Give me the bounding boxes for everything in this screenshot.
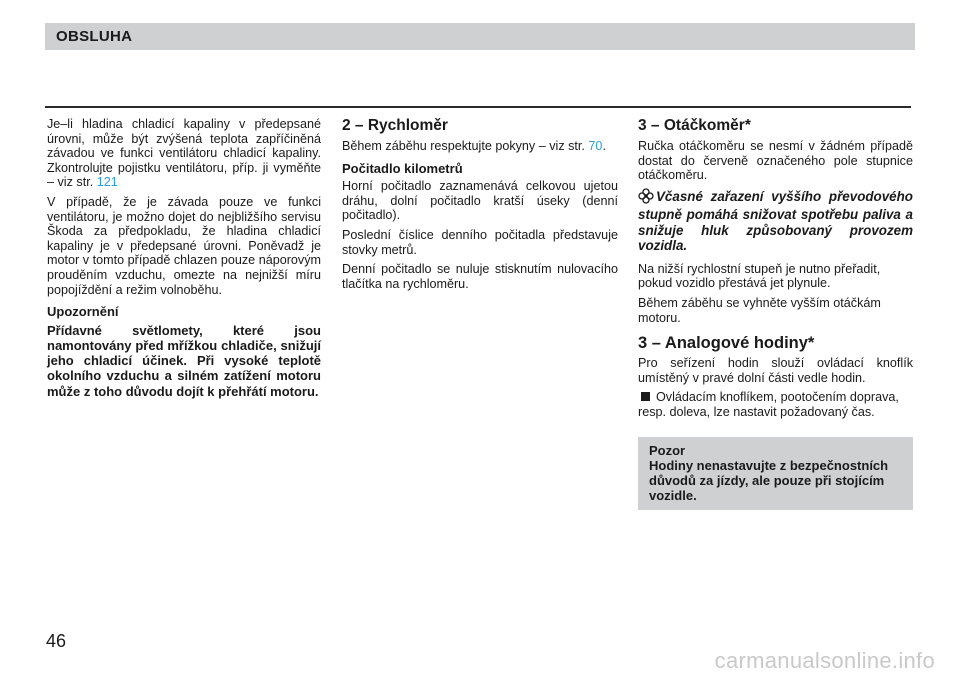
paragraph-break-in: [342, 139, 618, 154]
paragraph-break-in-rpm: Během záběhu se vyhněte vyšším otáčkám motoru.: [638, 295, 881, 325]
paragraph-end: .: [602, 139, 606, 153]
page-link-70[interactable]: 70: [588, 139, 603, 153]
paragraph-text: Ovládacím knoflíkem, pootočením doprava, resp. doleva, lze nastavit požadovaný čas.: [638, 390, 899, 419]
page-number: 46: [46, 631, 67, 651]
square-bullet-icon: [641, 392, 650, 401]
watermark: carmanualsonline.info: [714, 648, 935, 673]
divider-line: [45, 106, 911, 108]
paragraph-red-zone: Ručka otáčkoměru se nesmí v žádném případě dostat do červeně označeného pole stupnice otáčkoměru.: [638, 139, 913, 183]
eco-note: [638, 188, 913, 254]
caution-text: Hodiny nenastavujte z bezpečnostních důvodů za jízdy, ale pouze při stojícím vozidle.: [649, 458, 889, 503]
caution-box: [638, 437, 913, 510]
paragraph-text: Během záběhu respektujte pokyny – viz str.: [342, 139, 589, 153]
caution-title: Pozor: [649, 443, 686, 458]
paragraph-fan-failure: V případě, že je závada pouze ve funkci ventilátoru, je možno dojet do nejbližšího servisu Škoda za předpokladu, že hladina chladicí kapaliny je v předepsané úrovni. Poněvadž je motor v tomto případě chlazen pouze náporovým prouděním vzduchu, omezte na nejnižší míru popojíždění a režim volnoběhu.: [47, 194, 321, 297]
page-link-121[interactable]: 121: [96, 175, 118, 190]
section-header: [45, 23, 915, 50]
paragraph-fan-check: [47, 117, 321, 190]
flower-icon: [638, 188, 656, 208]
paragraph-text: Je–li hladina chladicí kapaliny v předepsané úrovni, může být zvýšená teplota zapříčiněná závadou ve funkci ventilátoru chladicí kapaliny. Zkontrolujte pojistku ventilátoru, příp. ji vyměňte – viz str.: [47, 117, 321, 190]
warning-heading: Upozornění: [47, 304, 119, 320]
heading-speedometer: 2 – Rychloměr: [342, 117, 448, 134]
column-middle: [342, 117, 618, 296]
section-title: OBSLUHA: [56, 28, 133, 45]
warning-text: Přídavné světlomety, které jsou namontovány před mřížkou chladiče, snižují jeho chladicí účinek. Při vysoké teplotě okolního vzduchu a silném zatížení motoru může z toho důvodu dojít k přehřátí motoru.: [47, 322, 321, 399]
paragraph-odometer: Horní počitadlo zaznamenává celkovou ujetou dráhu, dolní počitadlo kratší úseky (denní počitadlo).: [342, 179, 618, 223]
paragraph-downshift: Na nižší rychlostní stupeň je nutno přeřadit, pokud vozidlo přestává jet plynule.: [638, 261, 881, 291]
heading-tachometer: 3 – Otáčkoměr*: [638, 117, 751, 134]
heading-odometer: Počitadlo kilometrů: [342, 160, 463, 176]
column-right: [638, 117, 913, 425]
paragraph-trip-digit: Poslední číslice denního počitadla představuje stovky metrů.: [342, 227, 618, 257]
heading-analog-clock: 3 – Analogové hodiny*: [638, 334, 815, 353]
paragraph-reset: Denní počitadlo se nuluje stisknutím nulovacího tlačítka na rychloměru.: [342, 262, 618, 291]
paragraph-clock-set: [638, 390, 913, 419]
eco-note-text: Včasné zařazení vyššího převodového stupně pomáhá snižovat spotřebu paliva a snižuje hluk způsobovaný provozem vozidla.: [638, 188, 913, 254]
paragraph-clock-knob: Pro seřízení hodin slouží ovládací knoflík umístěný v pravé dolní části vedle hodin.: [638, 356, 913, 385]
column-left: [47, 117, 321, 399]
